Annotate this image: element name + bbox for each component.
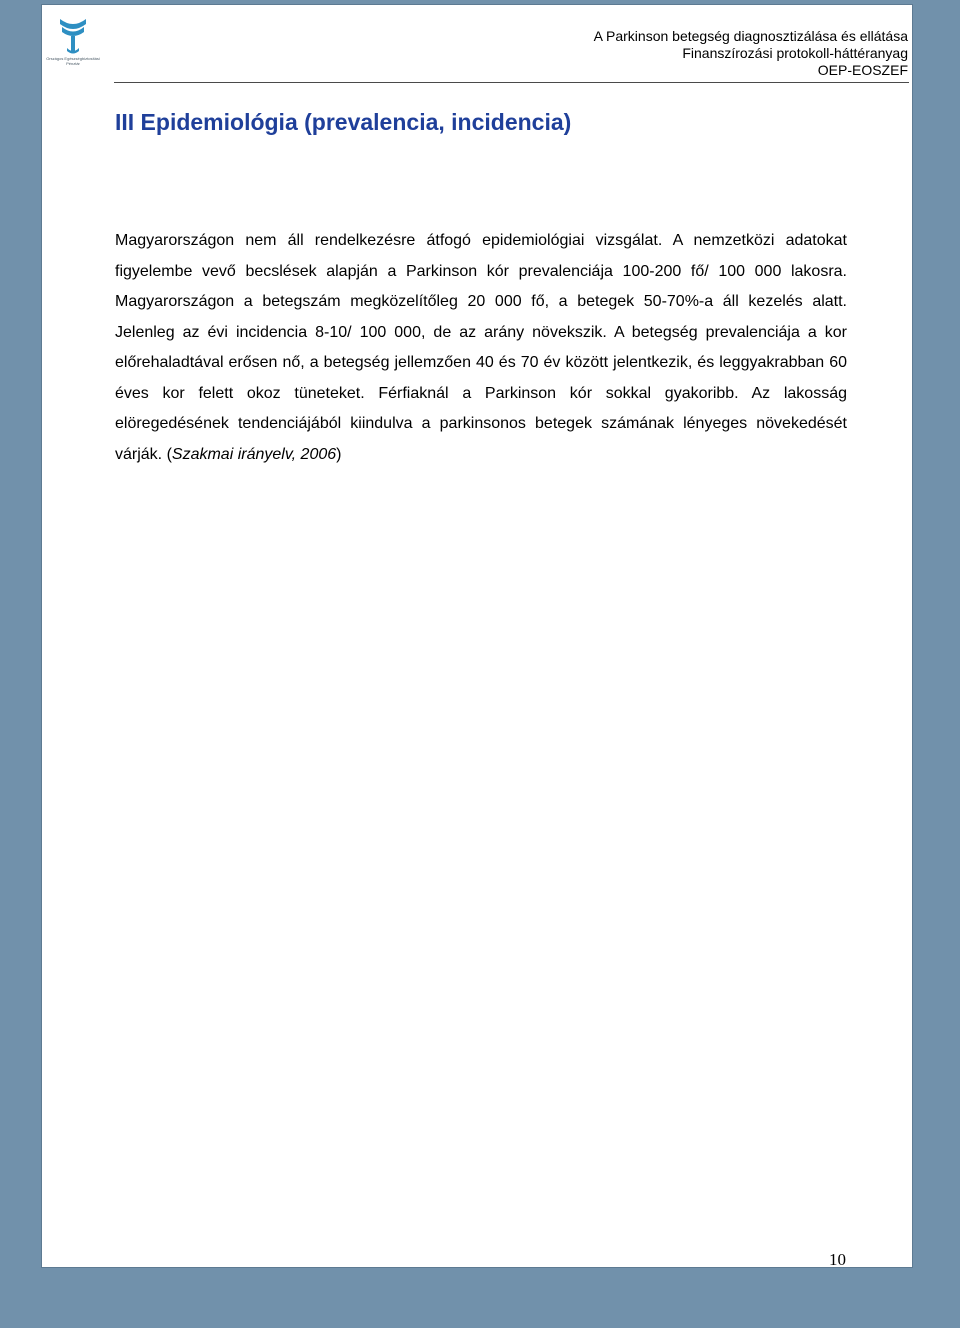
chapter-title: III Epidemiológia (prevalencia, incidencia) [115, 109, 572, 135]
header-line-title: A Parkinson betegség diagnosztizálása és ellátása [593, 28, 908, 44]
oep-logo [45, 17, 101, 73]
page-number: 10 [829, 1250, 846, 1269]
running-header [594, 28, 908, 79]
citation-close: ) [336, 445, 342, 463]
citation: Szakmai irányelv, 2006 [171, 445, 337, 463]
paragraph-text: Magyarországon nem áll rendelkezésre átfogó epidemiológiai vizsgálat. A nemzetközi adatokat figyelembe vevő becslések alapján a Parkinson kór prevalenciája 100-200 fő/ 100 000 lakosra. Magyarországon a betegszám megközelítőleg 20 000 fő, a betegek 50-70%-a áll kezelés alatt. Jelenleg az évi incidencia 8-10/ 100 000, de az arány növekszik. A betegség prevalenciája a kor előrehaladtával erősen nő, a betegség jellemzően 40 és 70 év között jelentkezik, és leggyakrabban 60 éves kor felett okoz tüneteket. Férfiaknál a Parkinson kór sokkal gyakoribb. Az lakosság elöregedésének tendenciájából kiindulva a parkinsonos betegek számának lényeges növekedését várják. ( [115, 232, 847, 463]
header-line-org: OEP-EOSZEF [817, 62, 908, 78]
oep-emblem-icon [58, 17, 88, 55]
body-paragraph [115, 226, 847, 470]
header-line-subtitle: Finanszírozási protokoll-háttéranyag [682, 45, 908, 61]
logo-caption: Országos Egészségbiztosítási Pénztár [46, 56, 100, 66]
document-page [41, 4, 913, 1268]
header-divider [114, 82, 909, 83]
